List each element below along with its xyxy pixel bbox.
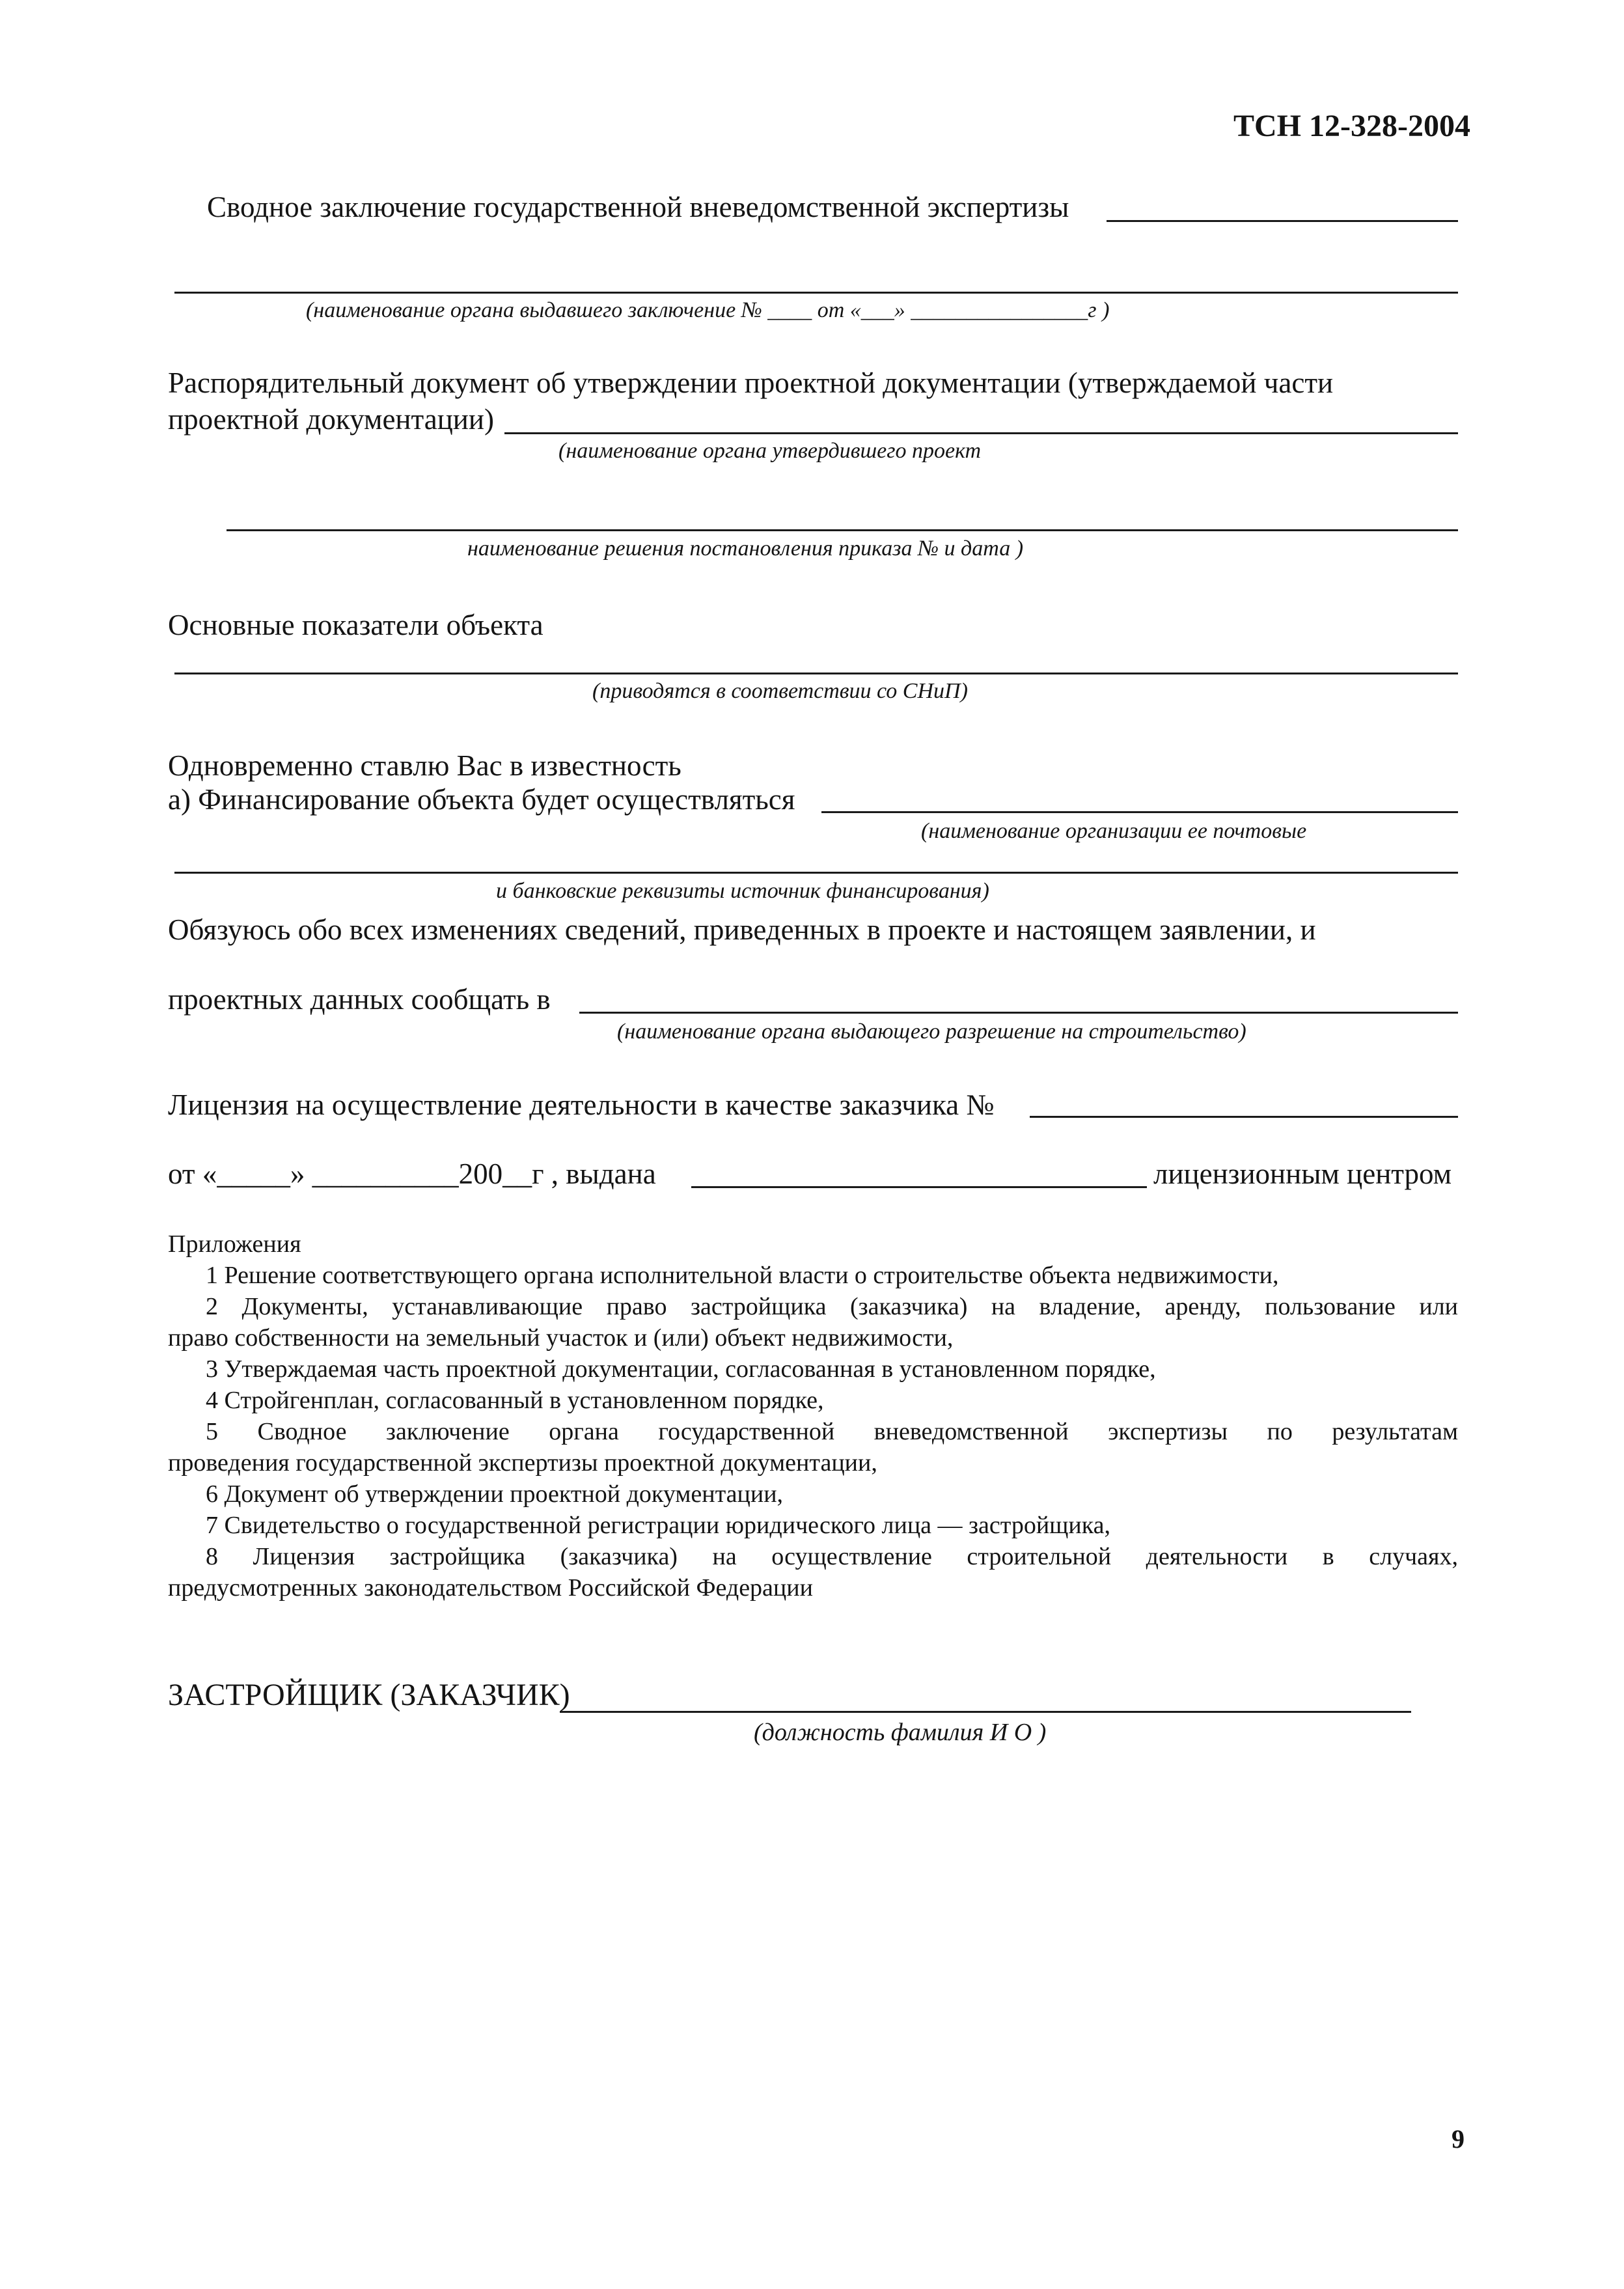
indicators-caption: (приводятся в соответствии со СНиП)	[592, 679, 968, 703]
page-number: 9	[1452, 2124, 1465, 2154]
signature-caption: (должность фамилия И О )	[754, 1719, 1047, 1746]
appendix-item: 5 Сводное заключение органа государственной вневедомственной экспертизы по результатам	[206, 1418, 1458, 1445]
appendix-item: предусмотренных законодательством Российской Федерации	[168, 1574, 813, 1602]
appendix-item: 1 Решение соответствующего органа исполнительной власти о строительстве объекта недвижимости,	[206, 1262, 1279, 1289]
financing-caption-2: и банковские реквизиты источник финансирования)	[496, 879, 989, 903]
signature-field[interactable]	[560, 1711, 1411, 1713]
approval-caption-1: (наименование органа утвердившего проект	[558, 439, 982, 463]
signature-label: ЗАСТРОЙЩИК (ЗАКАЗЧИК)	[168, 1678, 570, 1712]
expertise-field[interactable]	[1107, 220, 1458, 222]
appendix-item: 8 Лицензия застройщика (заказчика) на осуществление строительной деятельности в случаях,	[206, 1543, 1458, 1570]
appendix-item: 6 Документ об утверждении проектной документации,	[206, 1480, 784, 1508]
document-code: ТСН 12-328-2004	[1233, 109, 1470, 143]
obligation-line: Обязуюсь обо всех изменениях сведений, приведенных в проекте и настоящем заявлении, и	[168, 913, 1316, 946]
appendix-item: 4 Стройгенплан, согласованный в установленном порядке,	[206, 1387, 824, 1414]
report-caption: (наименование органа выдающего разрешение на строительство)	[617, 1020, 1246, 1044]
report-label: проектных данных сообщать в	[168, 983, 551, 1016]
appendix-item: 3 Утверждаемая часть проектной документации, согласованная в установленном порядке,	[206, 1355, 1156, 1383]
appendices-title: Приложения	[168, 1230, 301, 1258]
financing-label: а) Финансирование объекта будет осуществляться	[168, 783, 795, 816]
license-issuer-field[interactable]	[691, 1186, 1147, 1188]
approval-label-line1: Распорядительный документ об утверждении проектной документации (утверждаемой части	[168, 367, 1334, 399]
license-center: лицензионным центром	[1153, 1158, 1452, 1190]
notice-line: Одновременно ставлю Вас в известность	[168, 749, 681, 782]
appendix-item: право собственности на земельный участок и (или) объект недвижимости,	[168, 1324, 954, 1352]
expertise-label: Сводное заключение государственной вневедомственной экспертизы	[207, 191, 1069, 223]
license-label: Лицензия на осуществление деятельности в качестве заказчика №	[168, 1089, 995, 1121]
expertise-field-line2[interactable]	[174, 292, 1458, 294]
expertise-caption: (наименование органа выдавшего заключение № ____ от «___» ________________г )	[306, 298, 1110, 322]
financing-field-line2[interactable]	[174, 872, 1458, 874]
approval-field[interactable]	[504, 432, 1458, 434]
approval-field-line2[interactable]	[227, 529, 1458, 531]
financing-caption-1: (наименование организации ее почтовые	[921, 819, 1307, 843]
appendix-item: проведения государственной экспертизы проектной документации,	[168, 1449, 877, 1477]
approval-caption-2: наименование решения постановления приказа № и дата )	[467, 536, 1024, 561]
approval-label-line2: проектной документации)	[168, 403, 494, 436]
license-number-field[interactable]	[1030, 1116, 1458, 1118]
appendix-item: 2 Документы, устанавливающие право застройщика (заказчика) на владение, аренду, пользование или	[206, 1293, 1458, 1320]
indicators-label: Основные показатели объекта	[168, 609, 544, 641]
financing-field[interactable]	[821, 811, 1458, 813]
report-field[interactable]	[579, 1012, 1458, 1014]
license-date: от «_____» __________200__г , выдана	[168, 1158, 656, 1190]
indicators-field[interactable]	[174, 673, 1458, 674]
appendix-item: 7 Свидетельство о государственной регистрации юридического лица — застройщика,	[206, 1512, 1111, 1539]
